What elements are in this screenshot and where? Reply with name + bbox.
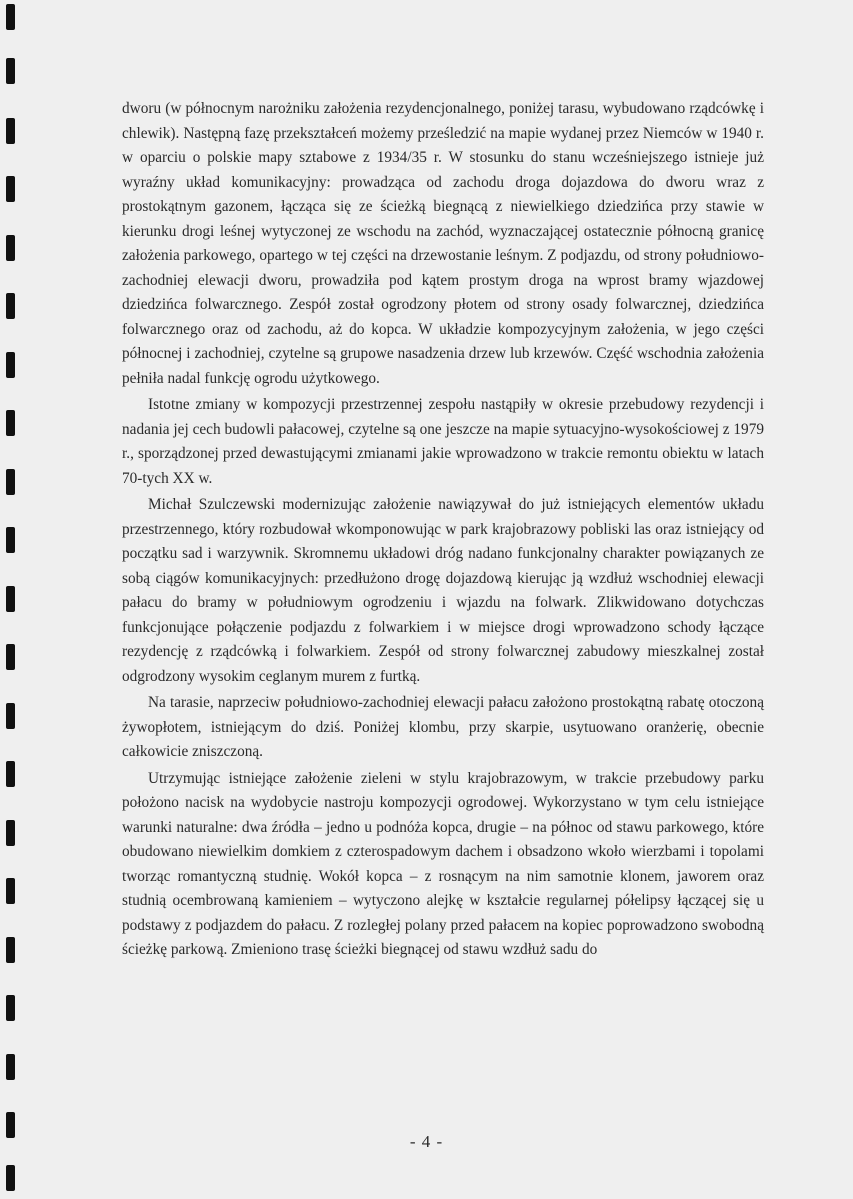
paragraph: dworu (w północnym narożniku założenia rezydencjonalnego, poniżej tarasu, wybudowano rządcówkę i chlewik). Następną fazę przekształceń możemy prześledzić na mapie wydanej przez Niemców w 1940 r. w oparciu o polskie mapy sztabowe z 1934/35 r. W stosunku do stanu wcześniejszego istnieje już wyraźny układ komunikacyjny: prowadząca od zachodu droga dojazdowa do dworu wraz z prostokątnym gazonem, łącząca się ze ścieżką biegnącą z niewielkiego dziedzińca przy stawie w kierunku drogi leśnej wytyczonej ze wschodu na zachód, wyznaczającej ostatecznie północną granicę założenia parkowego, opartego w tej części na drzewostanie leśnym. Z podjazdu, od strony południowo-zachodniej elewacji dworu, prowadziła pod kątem prostym droga na wprost bramy wjazdowej dziedzińca folwarcznego. Zespół został ogrodzony płotem od strony osady folwarcznej, dziedzińca folwarcznego oraz od zachodu, aż do kopca. W układzie kompozycyjnym założenia, w jego części północnej i zachodniej, czytelne są grupowe nasadzenia drzew lub krzewów. Część wschodnia założenia pełniła nadal funkcję ogrodu użytkowego. — [122, 100, 764, 387]
binding-hole — [6, 176, 15, 202]
binding-hole — [6, 937, 15, 963]
binding-hole — [6, 410, 15, 436]
binding-hole — [6, 761, 15, 787]
binding-hole — [6, 820, 15, 846]
binding-hole — [6, 293, 15, 319]
paragraph: Utrzymując istniejące założenie zieleni w stylu krajobrazowym, w trakcie przebudowy parku położono nacisk na wydobycie nastroju kompozycji ogrodowej. Wykorzystano w tym celu istniejące warunki naturalne: dwa źródła – jedno u podnóża kopca, drugie – na północ od stawu parkowego, które obudowano niewielkim domkiem z czterospadowym dachem i obsadzono wkoło wierzbami i topolami tworząc romantyczną studnię. Wokół kopca – z rosnącym na nim samotnie klonem, jaworem oraz studnią ocembrowaną kamieniem – wytyczono alejkę w kształcie regularnej półelipsy łączącej się u podstawy z podjazdem do pałacu. Z rozległej polany przed pałacem na kopiec poprowadzono swobodną ścieżkę parkową. Zmieniono trasę ścieżki biegnącej od stawu wzdłuż sadu do — [122, 769, 764, 958]
paragraph: Na tarasie, naprzeciw południowo-zachodniej elewacji pałacu założono prostokątną rabatę otoczoną żywopłotem, istniejącym do dziś. Poniżej klombu, przy skarpie, usytuowano oranżerię, obecnie całkowicie zniszczoną. — [122, 694, 764, 760]
binding-strip — [0, 0, 24, 1199]
binding-hole — [6, 1165, 15, 1191]
page-number: - 4 - — [409, 1132, 444, 1151]
paragraph: Istotne zmiany w kompozycji przestrzennej zespołu nastąpiły w okresie przebudowy rezydencji i nadania jej cech budowli pałacowej, czytelne są one jeszcze na mapie sytuacyjno-wysokościowej z 1979 r., sporządzonej przed dewastującymi zmianami jakie wprowadzono w trakcie remontu obiektu w latach 70-tych XX w. — [122, 396, 764, 487]
binding-hole — [6, 118, 15, 144]
binding-hole — [6, 469, 15, 495]
binding-hole — [6, 1054, 15, 1080]
page-body — [122, 97, 764, 963]
binding-hole — [6, 352, 15, 378]
binding-hole — [6, 644, 15, 670]
binding-hole — [6, 586, 15, 612]
binding-hole — [6, 703, 15, 729]
paragraph: Michał Szulczewski modernizując założenie nawiązywał do już istniejących elementów układu przestrzennego, który rozbudował wkomponowując w park krajobrazowy pobliski las oraz istniejący od początku sad i warzywnik. Skromnemu układowi dróg nadano funkcjonalny charakter powiązanych ze sobą ciągów komunikacyjnych: przedłużono drogę dojazdową kierując ją wzdłuż wschodniej elewacji pałacu do bramy w południowym ogrodzeniu i wjazdu na folwark. Zlikwidowano dotychczas funkcjonujące połączenie podjazdu z folwarkiem i w miejsce drogi wprowadzono schody łączące rezydencję z rządcówką i folwarkiem. Zespół od strony folwarcznej zabudowy mieszkalnej został odgrodzony wysokim ceglanym murem z furtką. — [122, 496, 764, 685]
binding-hole — [6, 235, 15, 261]
binding-hole — [6, 527, 15, 553]
binding-hole — [6, 4, 15, 30]
binding-hole — [6, 878, 15, 904]
binding-hole — [6, 58, 15, 84]
binding-hole — [6, 995, 15, 1021]
